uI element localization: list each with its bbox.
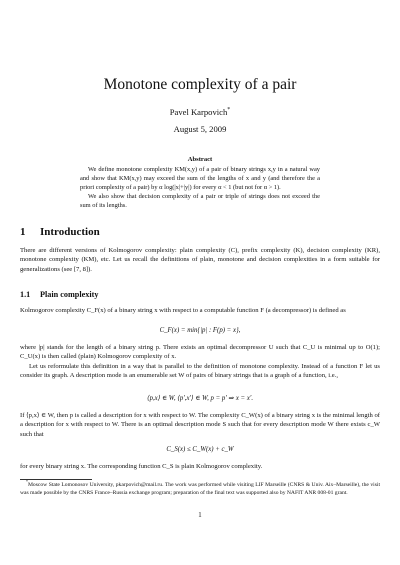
abstract-paragraph: We define monotone complexity KM(x,y) of a pair of binary strings x,y in a natural way and show that KM(x,y) may exceed the sum of the lengths of x and y (and therefore the a priori complexity of a pair) by α log(|x|+|y|) for every α < 1 (but not for α > 1). [80, 166, 320, 191]
footnote-mark: * [26, 480, 28, 485]
body-paragraph: Kolmogorov complexity C_F(x) of a binary string x with respect to a computable function F (a decompressor) is defined as [20, 307, 346, 314]
author-line [0, 107, 400, 117]
section-heading [20, 226, 100, 238]
section-title: Introduction [40, 226, 100, 238]
author-name: Pavel Karpovich [169, 107, 228, 117]
footnote-text: Moscow State Lomonosov University, pkarpovich@mail.ru. The work was performed while visiting LIF Marseille (CNRS & Univ. Aix–Marseille), the visit was made possible by the CNRS France–Russia exchange program; preparation of the final text was supported also by NAFIT ANR 008-01 grant. [20, 482, 380, 496]
body-paragraph: where |p| stands for the length of a binary string p. There exists an optimal decompressor U such that C_U is minimal up to O(1); C_U(x) is then called (plain) Kolmogorov complexity of x. [20, 344, 380, 361]
subsection-heading [20, 290, 98, 299]
subsection-number: 1.1 [20, 290, 31, 299]
plain-complexity-p4-block [20, 411, 380, 439]
body-paragraph: for every binary string x. The corresponding function C_S is plain Kolmogorov complexity. [20, 463, 263, 470]
abstract-heading: Abstract [187, 156, 213, 163]
author-footnote-mark: * [227, 107, 231, 114]
body-paragraph: If ⟨p,x⟩ ∈ W, then p is called a description for x with respect to W. The complexity C_W(x) of a binary string x is the minimal length of a description for x with respect to W. There is an optimal description mode S such that for every description mode W there exists c_W such that [20, 412, 380, 438]
body-paragraph: Let us reformulate this definition in a way that is parallel to the definition of monotone complexity. Instead of a function F let us consider its graph. A description mode is an enumerable set W of pairs of binary strings that is a graph of a function, i.e., [20, 362, 380, 380]
formula-description-mode: ⟨p,x⟩ ∈ W, ⟨p′,x′⟩ ∈ W, p = p′ ⇒ x = x′. [146, 395, 254, 402]
subsection-title: Plain complexity [40, 290, 99, 299]
plain-complexity-p5-block [20, 462, 380, 471]
page-number: 1 [198, 512, 202, 519]
formula-optimality: C_S(x) ≤ C_W(x) + c_W [166, 446, 234, 453]
footnote-rule [20, 479, 92, 480]
intro-paragraph-block [20, 246, 380, 274]
intro-paragraph: There are different versions of Kolmogorov complexity: plain complexity (C), prefix complexity (K), decision complexity (KR), monotone complexity (KM), etc. Let us recall the definitions of plain, monotone and decision complexities in a form suitable for generalizations (see [7, 8]). [20, 247, 380, 273]
abstract-paragraph: We also show that decision complexity of a pair or triple of strings does not exceed the sum of its lengths. [80, 192, 320, 209]
abstract-body [80, 166, 320, 211]
paper-date: August 5, 2009 [173, 124, 227, 134]
plain-complexity-p2-block [20, 343, 380, 381]
formula-plain-complexity: C_F(x) = min{|p| : F(p) = x}, [159, 327, 241, 334]
footnote [20, 482, 380, 497]
section-number: 1 [20, 226, 26, 238]
plain-complexity-p1-block [20, 306, 380, 315]
paper-title: Monotone complexity of a pair [103, 76, 297, 93]
